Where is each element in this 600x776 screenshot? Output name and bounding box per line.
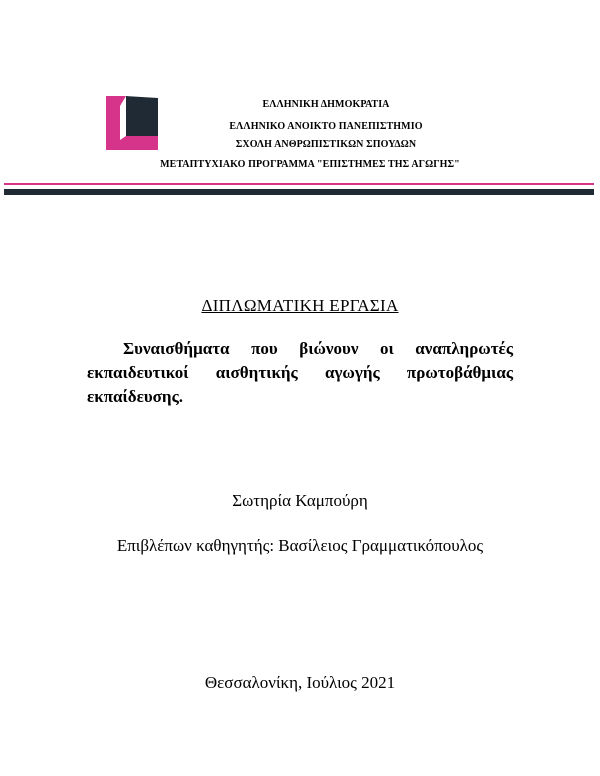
university-logo-icon	[106, 96, 158, 150]
thesis-title: Συναισθήματα που βιώνουν οι αναπληρωτές εκπαιδευτικοί αισθητικής αγωγής πρωτοβάθμιας εκπαίδευσης.	[87, 339, 513, 406]
header-country: ΕΛΛΗΝΙΚΗ ΔΗΜΟΚΡΑΤΙΑ	[262, 99, 390, 110]
pink-divider	[4, 183, 594, 185]
author-name: Σωτηρία Καμπούρη	[232, 491, 368, 510]
thesis-title-block	[87, 337, 513, 409]
header-program: ΜΕΤΑΠΤΥΧΙΑΚΟ ΠΡΟΓΡΑΜΜΑ "ΕΠΙΣΤΗΜΕΣ ΤΗΣ ΑΓΩΓΗΣ"	[160, 159, 460, 170]
supervisor-line: Επιβλέπων καθηγητής: Βασίλειος Γραμματικόπουλος	[116, 536, 484, 555]
dark-divider	[4, 189, 594, 195]
header-university: ΕΛΛΗΝΙΚΟ ΑΝΟΙΚΤΟ ΠΑΝΕΠΙΣΤΗΜΙΟ	[229, 121, 423, 132]
document-type: ΔΙΠΛΩΜΑΤΙΚΗ ΕΡΓΑΣΙΑ	[201, 296, 399, 315]
header-school: ΣΧΟΛΗ ΑΝΘΡΩΠΙΣΤΙΚΩΝ ΣΠΟΥΔΩΝ	[235, 139, 417, 150]
place-and-date: Θεσσαλονίκη, Ιούλιος 2021	[204, 673, 396, 692]
